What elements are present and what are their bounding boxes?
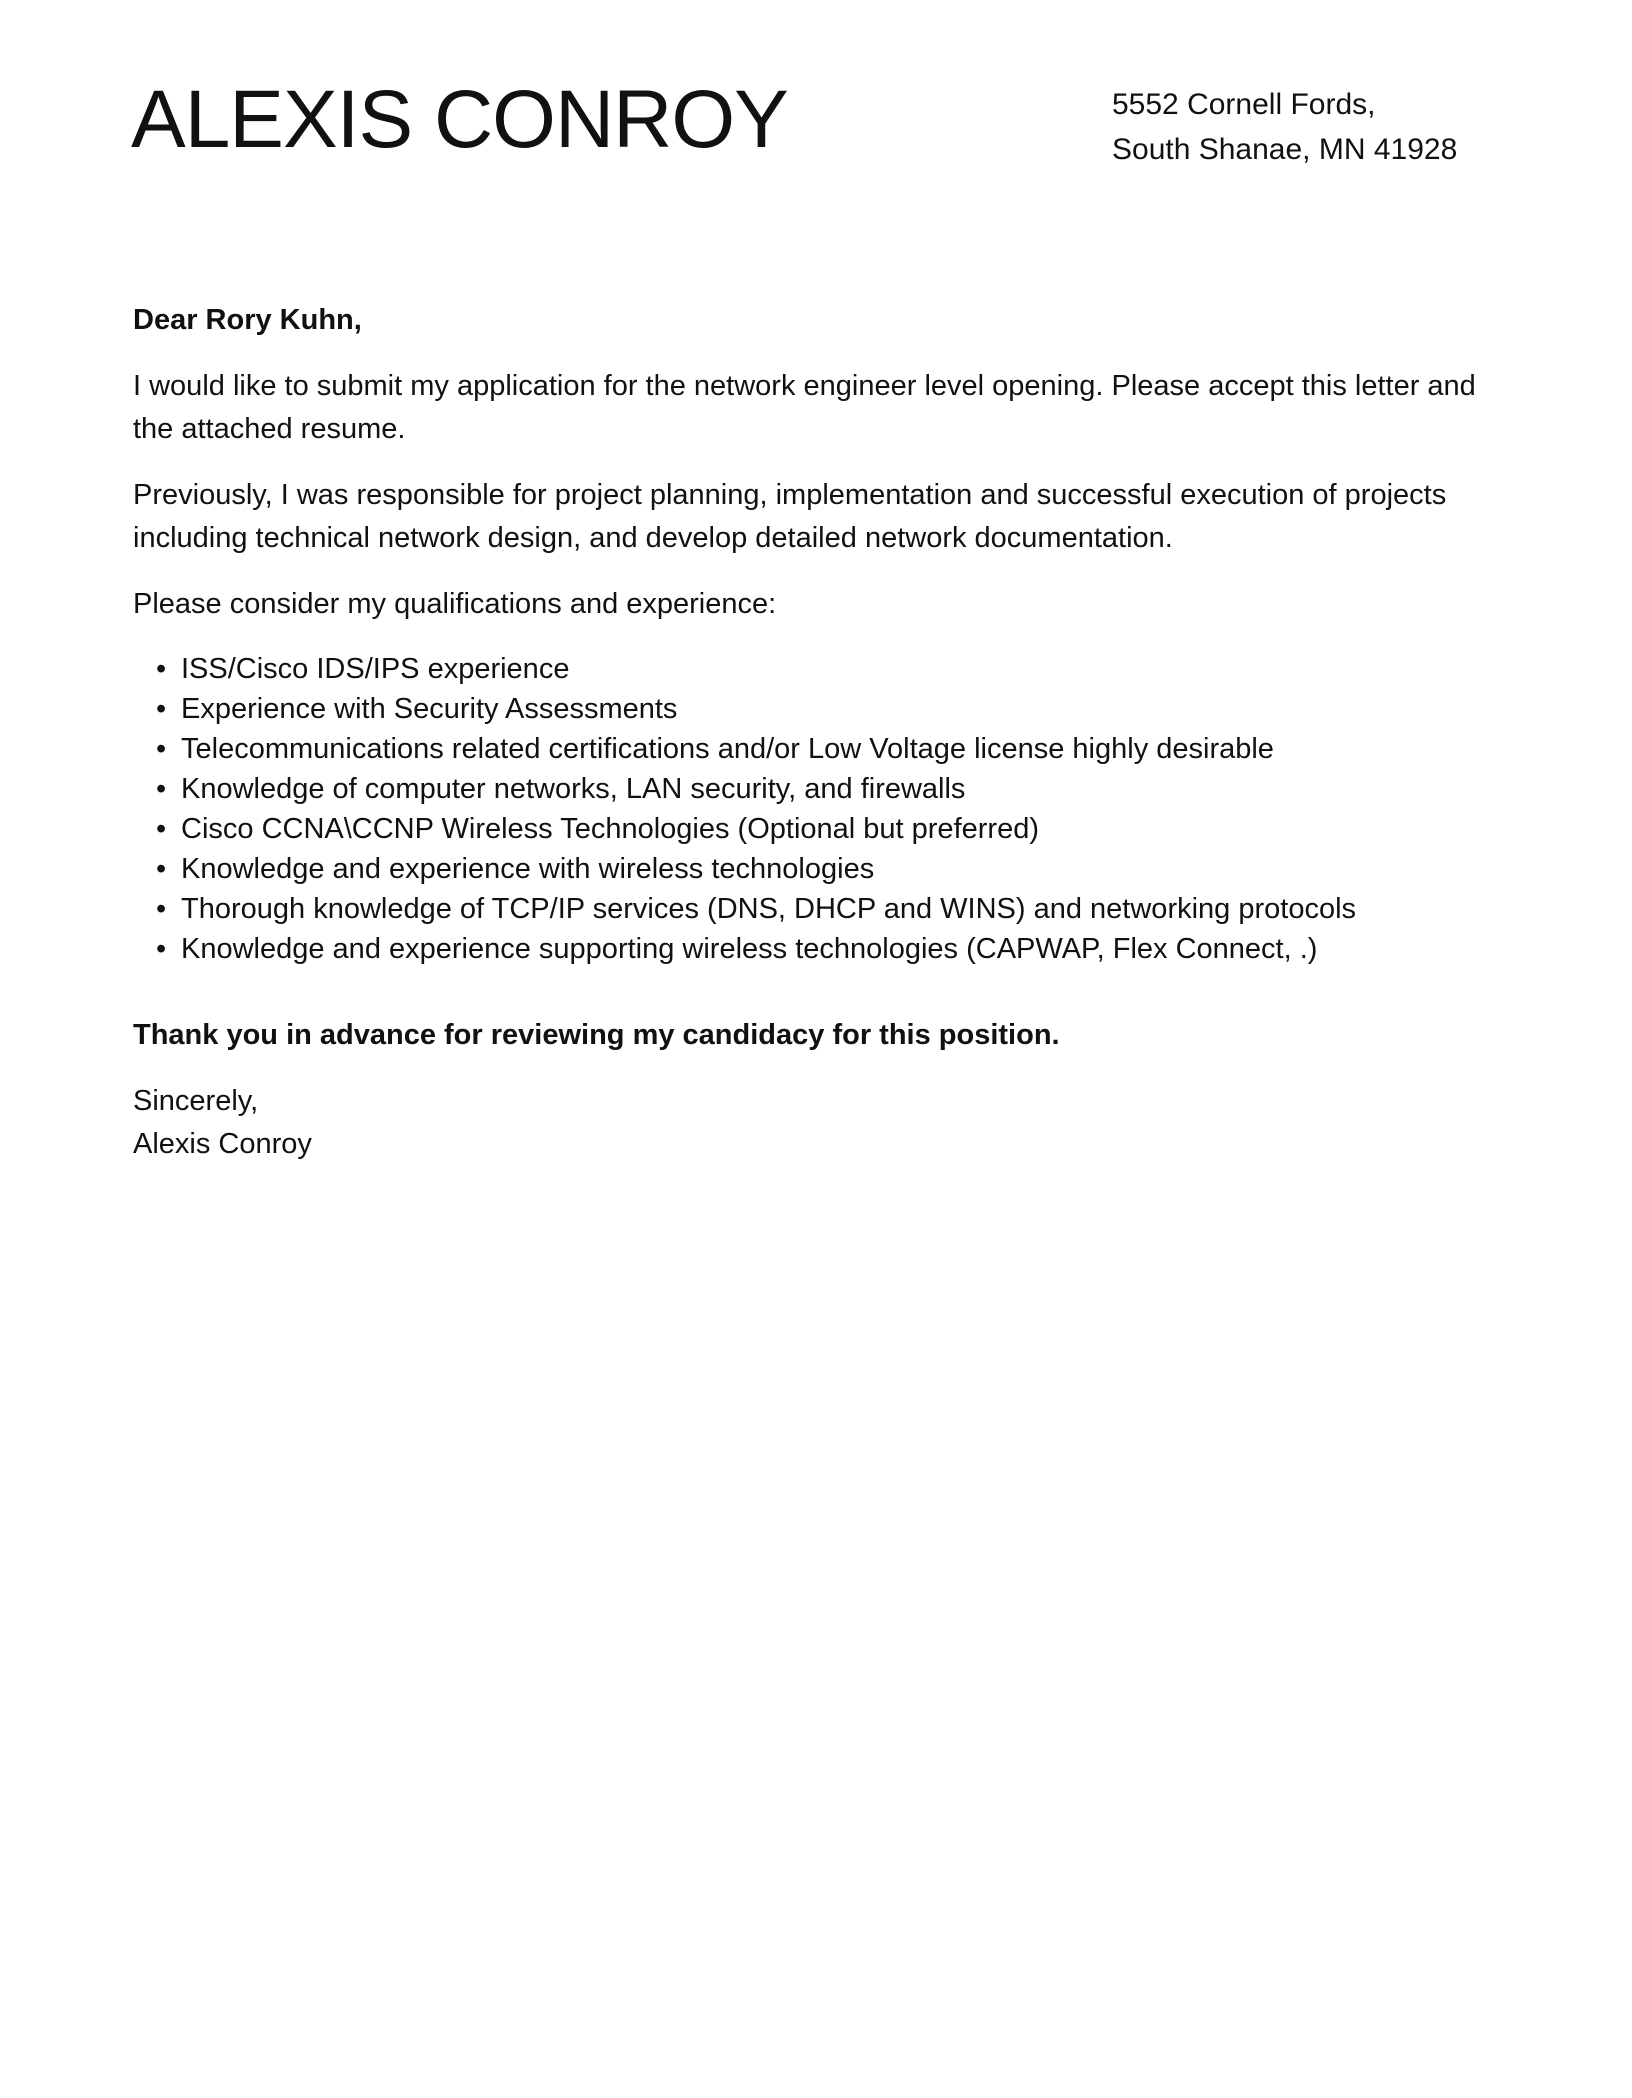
applicant-name: ALEXIS CONROY: [131, 74, 788, 165]
bullet-icon: •: [156, 693, 167, 725]
bullet-icon: •: [156, 773, 167, 805]
list-item-text: Experience with Security Assessments: [181, 693, 678, 725]
list-item: [133, 769, 1513, 809]
list-item: [133, 889, 1513, 929]
bullet-icon: •: [156, 933, 167, 965]
list-item: [133, 689, 1513, 729]
address-line-1: 5552 Cornell Fords,: [1112, 88, 1376, 121]
letter-body: [133, 299, 1513, 1166]
bullet-icon: •: [156, 733, 167, 765]
list-item-text: Knowledge and experience supporting wireless technologies (CAPWAP, Flex Connect, .): [181, 933, 1318, 965]
signature-name: Alexis Conroy: [133, 1128, 312, 1160]
list-item: [133, 729, 1513, 769]
paragraph-qualifications-lead: Please consider my qualifications and experience:: [133, 588, 777, 620]
bullet-icon: •: [156, 813, 167, 845]
list-item-text: Thorough knowledge of TCP/IP services (DNS, DHCP and WINS) and networking protocols: [181, 893, 1357, 925]
bullet-icon: •: [156, 893, 167, 925]
list-item: [133, 649, 1513, 689]
address-block: [1112, 82, 1457, 172]
list-item-text: Knowledge and experience with wireless technologies: [181, 853, 875, 885]
bullet-icon: •: [156, 853, 167, 885]
sign-off: Sincerely,: [133, 1085, 259, 1117]
paragraph-intro: I would like to submit my application for the network engineer level opening. Please accept this letter and the attached resume.: [133, 370, 1476, 445]
list-item: [133, 809, 1513, 849]
address-line-2: South Shanae, MN 41928: [1112, 133, 1458, 166]
qualifications-list: [133, 649, 1513, 969]
list-item: [133, 929, 1513, 969]
list-item: [133, 849, 1513, 889]
salutation: Dear Rory Kuhn,: [133, 304, 362, 336]
list-item-text: Cisco CCNA\CCNP Wireless Technologies (Optional but preferred): [181, 813, 1039, 845]
list-item-text: Knowledge of computer networks, LAN security, and firewalls: [181, 773, 966, 805]
bullet-icon: •: [156, 653, 167, 685]
list-item-text: Telecommunications related certifications and/or Low Voltage license highly desirable: [181, 733, 1274, 765]
paragraph-experience: Previously, I was responsible for project planning, implementation and successful execution of projects including technical network design, and develop detailed network documentation.: [133, 479, 1447, 554]
closing-statement: Thank you in advance for reviewing my candidacy for this position.: [133, 1019, 1060, 1051]
list-item-text: ISS/Cisco IDS/IPS experience: [181, 653, 570, 685]
